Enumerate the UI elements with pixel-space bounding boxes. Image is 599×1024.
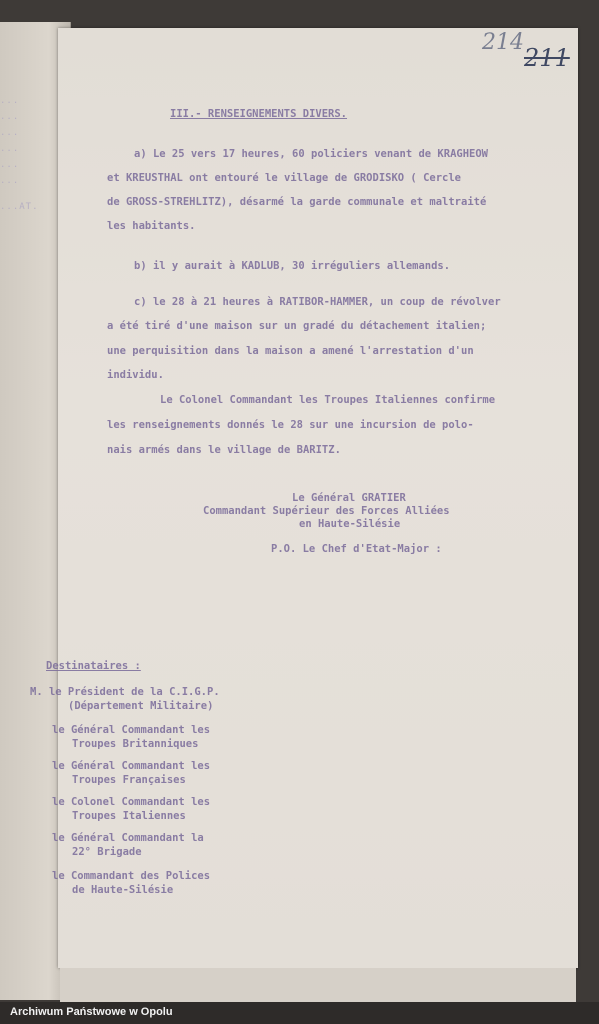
recipient-line: de Haute-Silésie	[72, 884, 174, 896]
recipient-line: le Commandant des Polices	[52, 870, 211, 882]
recipient-line: (Département Militaire)	[68, 700, 214, 712]
recipient-line: le Général Commandant la	[52, 832, 204, 844]
body-line: a) Le 25 vers 17 heures, 60 policiers venant de KRAGHEOW	[134, 148, 489, 160]
ghost-text-line: ...	[0, 112, 20, 122]
recipient-line: Troupes Britanniques	[72, 738, 199, 750]
recipient-line: 22° Brigade	[72, 846, 142, 858]
folio-number-ink: 211	[524, 44, 570, 72]
folio-number-pencil: 214	[482, 30, 524, 55]
section-heading: III.- RENSEIGNEMENTS DIVERS.	[170, 108, 348, 120]
body-line: et KREUSTHAL ont entouré le village de GRODISKO ( Cercle	[107, 172, 462, 184]
ghost-text-line: ...	[0, 160, 20, 170]
signature-line: Commandant Supérieur des Forces Alliées	[203, 505, 450, 517]
body-line: une perquisition dans la maison a amené l'arrestation d'un	[107, 345, 474, 357]
recipient-line: M. le Président de la C.I.G.P.	[30, 686, 220, 698]
body-line: c) le 28 à 21 heures à RATIBOR-HAMMER, un coup de révolver	[134, 296, 501, 308]
recipient-line: le Général Commandant les	[52, 760, 211, 772]
signature-line: Le Général GRATIER	[292, 492, 406, 504]
ghost-text-line: ...	[0, 96, 20, 106]
body-line: les renseignements donnés le 28 sur une incursion de polo-	[107, 419, 474, 431]
archive-name: Archiwum Państwowe w Opolu	[10, 1006, 173, 1018]
body-line: de GROSS-STREHLITZ), désarmé la garde communale et maltraité	[107, 196, 487, 208]
signature-line: en Haute-Silésie	[299, 518, 401, 530]
recipient-line: Troupes Italiennes	[72, 810, 186, 822]
body-line: a été tiré d'une maison sur un gradé du détachement italien;	[107, 320, 487, 332]
body-line: b) il y aurait à KADLUB, 30 irréguliers allemands.	[134, 260, 451, 272]
ghost-text-line: ...AT.	[0, 202, 39, 212]
ghost-text-line: ...	[0, 176, 20, 186]
body-line: nais armés dans le village de BARITZ.	[107, 444, 341, 456]
signature-line: P.O. Le Chef d'Etat-Major :	[271, 543, 442, 555]
body-line: individu.	[107, 369, 164, 381]
ghost-text-line: ...	[0, 144, 20, 154]
recipient-line: Troupes Françaises	[72, 774, 186, 786]
body-line: Le Colonel Commandant les Troupes Italiennes confirme	[160, 394, 496, 406]
ghost-text-line: ...	[0, 128, 20, 138]
recipient-line: le Colonel Commandant les	[52, 796, 211, 808]
body-line: les habitants.	[107, 220, 196, 232]
recipients-title: Destinataires :	[46, 660, 141, 672]
page-bottom-edge	[60, 968, 576, 1002]
archive-footer-bar	[0, 1002, 599, 1024]
recipient-line: le Général Commandant les	[52, 724, 211, 736]
